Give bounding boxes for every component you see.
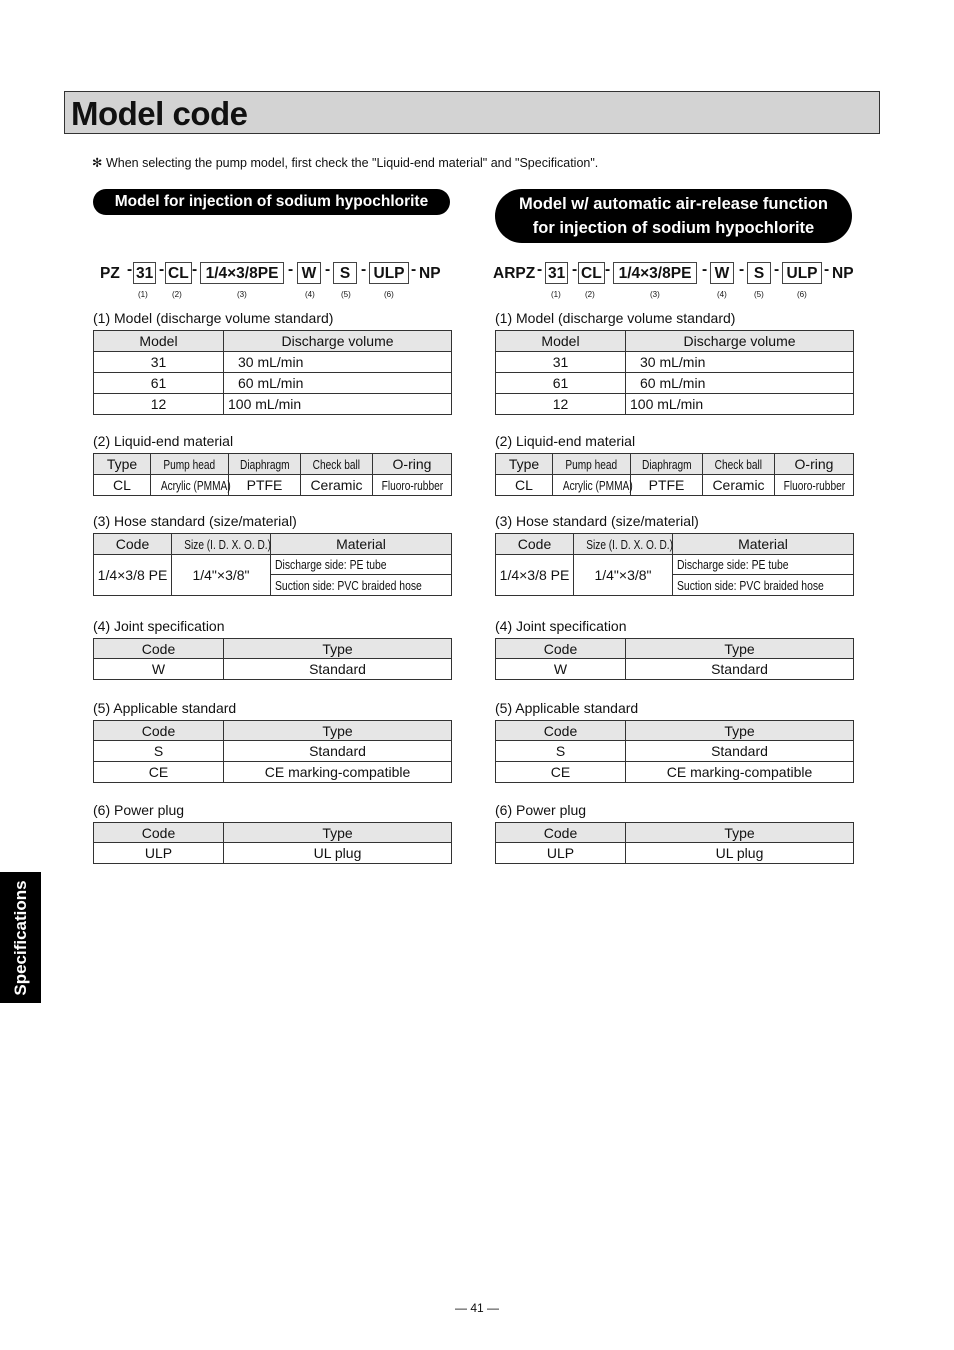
- table-header-text: Size (I. D. X. O. D.): [184, 536, 272, 552]
- table-cell: [775, 475, 854, 496]
- code-part-2: CL: [165, 262, 192, 284]
- table-header: Code: [94, 721, 224, 741]
- code-part-5: S: [747, 262, 771, 284]
- model-table: [495, 330, 854, 415]
- code-dash: -: [192, 261, 198, 278]
- code-number-4: (4): [717, 290, 727, 299]
- table-cell: 1/4"×3/8": [574, 555, 673, 596]
- table-cell: Standard: [224, 659, 452, 680]
- table-cell-text: Acrylic (PMMA): [160, 478, 231, 493]
- code-part-2: CL: [578, 262, 605, 284]
- table-row: [94, 394, 452, 415]
- code-number-6: (6): [797, 290, 807, 299]
- table-cell: [271, 555, 452, 575]
- table-header-row: [496, 639, 854, 659]
- table-cell-text: Suction side: PVC braided hose: [677, 577, 824, 593]
- table-cell: S: [496, 741, 626, 762]
- section-label-model: (1) Model (discharge volume standard): [495, 310, 736, 326]
- code-part-6: ULP: [782, 262, 822, 284]
- code-number-2: (2): [172, 290, 182, 299]
- table-cell: 31: [94, 352, 224, 373]
- table-cell: W: [94, 659, 224, 680]
- table-cell: [151, 475, 229, 496]
- hose-table: [495, 533, 854, 596]
- table-cell-text: Ceramic: [712, 477, 765, 493]
- table-cell: [373, 475, 452, 496]
- table-header: Code: [94, 534, 172, 555]
- table-header-row: [496, 331, 854, 352]
- table-header: [775, 454, 854, 475]
- code-part-6: ULP: [369, 262, 409, 284]
- code-part-4: W: [297, 262, 321, 284]
- liquid-end-table: [495, 453, 854, 496]
- table-header: Material: [271, 534, 452, 555]
- table-header-text: O-ring: [392, 456, 432, 472]
- table-row: [94, 475, 452, 496]
- table-header-row: [94, 639, 452, 659]
- table-cell-text: PTFE: [246, 477, 283, 493]
- table-cell: [673, 555, 854, 575]
- table-header-row: [496, 454, 854, 475]
- table-cell: CE marking-compatible: [224, 762, 452, 783]
- title-bar: [64, 91, 880, 134]
- code-dash: -: [774, 261, 780, 278]
- standard-table: [495, 720, 854, 783]
- code-dash: -: [325, 261, 331, 278]
- section-label-hose: (3) Hose standard (size/material): [93, 513, 297, 529]
- table-cell: [703, 475, 775, 496]
- table-header: [172, 534, 271, 555]
- table-header: Type: [626, 823, 854, 843]
- table-header-row: [496, 721, 854, 741]
- table-cell-text: Discharge side: PE tube: [677, 557, 789, 572]
- table-cell: UL plug: [626, 843, 854, 864]
- table-row: [94, 555, 452, 575]
- table-row: [496, 555, 854, 575]
- joint-table: [495, 638, 854, 680]
- code-part-3: 1/4×3/8PE: [613, 262, 697, 284]
- section-label-plug: (6) Power plug: [495, 802, 587, 818]
- table-cell-text: PTFE: [648, 477, 685, 493]
- code-suffix: NP: [832, 265, 854, 282]
- code-number-1: (1): [551, 290, 561, 299]
- table-header: [373, 454, 452, 475]
- table-header-text: Type: [508, 456, 540, 472]
- table-row: [94, 762, 452, 783]
- table-header: [703, 454, 775, 475]
- code-dash: -: [537, 261, 543, 278]
- table-header: [496, 454, 553, 475]
- table-header: [553, 454, 631, 475]
- table-cell: CE: [496, 762, 626, 783]
- code-part-1: 31: [133, 262, 156, 284]
- table-row: [496, 843, 854, 864]
- code-number-1: (1): [138, 290, 148, 299]
- table-cell: W: [496, 659, 626, 680]
- code-number-4: (4): [305, 290, 315, 299]
- table-cell-text: CL: [515, 477, 533, 493]
- table-header: Code: [94, 639, 224, 659]
- table-cell-text: Fluoro-rubber: [381, 478, 444, 493]
- table-header-text: Diaphragm: [239, 456, 290, 472]
- standard-table: [93, 720, 452, 783]
- side-tab-specifications: [0, 872, 41, 1003]
- table-cell: 61: [496, 373, 626, 394]
- liquid-end-table: [93, 453, 452, 496]
- table-header-row: [94, 454, 452, 475]
- table-row: [94, 373, 452, 394]
- table-row: [496, 352, 854, 373]
- table-cell: [94, 475, 151, 496]
- code-dash: -: [361, 261, 367, 278]
- hose-table: [93, 533, 452, 596]
- table-header: [229, 454, 301, 475]
- table-cell: [271, 575, 452, 596]
- code-prefix: ARPZ: [493, 265, 536, 282]
- table-cell: ULP: [94, 843, 224, 864]
- table-cell: 1/4×3/8 PE: [94, 555, 172, 596]
- table-header-row: [94, 534, 452, 555]
- section-label-plug: (6) Power plug: [93, 802, 185, 818]
- code-dash: -: [702, 261, 708, 278]
- table-header-text: Check ball: [714, 456, 763, 472]
- table-cell: [673, 575, 854, 596]
- table-cell: Standard: [224, 741, 452, 762]
- code-number-3: (3): [237, 290, 247, 299]
- table-cell-text: Acrylic (PMMA): [562, 478, 633, 493]
- code-prefix: PZ: [100, 265, 120, 282]
- table-cell: 60 mL/min: [626, 373, 854, 394]
- heading-line-1: Model w/ automatic air-release function: [519, 195, 828, 213]
- table-cell-text: CL: [113, 477, 131, 493]
- table-header-text: Size (I. D. X. O. D.): [586, 536, 674, 552]
- table-row: [496, 762, 854, 783]
- table-header-text: Pump head: [163, 456, 216, 472]
- code-number-5: (5): [341, 290, 351, 299]
- code-part-5: S: [333, 262, 357, 284]
- code-dash: -: [288, 261, 294, 278]
- code-part-4: W: [710, 262, 734, 284]
- table-header: Type: [224, 823, 452, 843]
- table-header-text: Check ball: [312, 456, 361, 472]
- table-header: [94, 454, 151, 475]
- section-label-liquid: (2) Liquid-end material: [495, 433, 636, 449]
- table-header: Model: [496, 331, 626, 352]
- table-header-text: Pump head: [565, 456, 618, 472]
- table-header: Type: [224, 639, 452, 659]
- code-dash: -: [572, 261, 578, 278]
- table-header: Model: [94, 331, 224, 352]
- table-header: [631, 454, 703, 475]
- code-part-3: 1/4×3/8PE: [200, 262, 284, 284]
- table-row: [496, 475, 854, 496]
- plug-table: [93, 822, 452, 864]
- section-label-standard: (5) Applicable standard: [495, 700, 639, 716]
- page-number: — 41 —: [454, 1301, 499, 1315]
- table-header-text: Diaphragm: [641, 456, 692, 472]
- section-label-standard: (5) Applicable standard: [93, 700, 237, 716]
- section-label-hose: (3) Hose standard (size/material): [495, 513, 699, 529]
- table-cell: 12: [496, 394, 626, 415]
- table-header: Code: [496, 823, 626, 843]
- table-header: Code: [496, 534, 574, 555]
- table-header: Code: [94, 823, 224, 843]
- table-header-text: O-ring: [794, 456, 834, 472]
- table-header: Code: [496, 721, 626, 741]
- table-cell: 1/4"×3/8": [172, 555, 271, 596]
- code-number-3: (3): [650, 290, 660, 299]
- table-row: [94, 352, 452, 373]
- code-dash: -: [127, 261, 133, 278]
- code-dash: -: [159, 261, 165, 278]
- table-row: [94, 741, 452, 762]
- table-cell: [631, 475, 703, 496]
- code-number-5: (5): [754, 290, 764, 299]
- table-header-row: [496, 534, 854, 555]
- page-title: Model code: [71, 95, 248, 132]
- table-cell: ULP: [496, 843, 626, 864]
- section-label-model: (1) Model (discharge volume standard): [93, 310, 334, 326]
- table-cell: Standard: [626, 741, 854, 762]
- code-dash: -: [411, 261, 417, 278]
- section-label-joint: (4) Joint specification: [93, 618, 225, 634]
- code-number-2: (2): [585, 290, 595, 299]
- table-header-row: [94, 721, 452, 741]
- selection-note: ✻ When selecting the pump model, first check the "Liquid-end material" and "Specification".: [92, 156, 599, 170]
- table-cell: [229, 475, 301, 496]
- section-label-liquid: (2) Liquid-end material: [93, 433, 234, 449]
- code-part-1: 31: [545, 262, 568, 284]
- table-cell: S: [94, 741, 224, 762]
- table-cell-text: Fluoro-rubber: [783, 478, 846, 493]
- table-cell: 30 mL/min: [626, 352, 854, 373]
- table-cell: CE: [94, 762, 224, 783]
- table-cell: 1/4×3/8 PE: [496, 555, 574, 596]
- table-header: [301, 454, 373, 475]
- table-header: Type: [626, 721, 854, 741]
- table-header: [151, 454, 229, 475]
- joint-table: [93, 638, 452, 680]
- table-row: [496, 659, 854, 680]
- code-dash: -: [824, 261, 830, 278]
- table-row: [496, 373, 854, 394]
- code-number-6: (6): [384, 290, 394, 299]
- table-row: [496, 741, 854, 762]
- model-table: [93, 330, 452, 415]
- table-cell: 61: [94, 373, 224, 394]
- table-header-text: Type: [106, 456, 138, 472]
- table-cell: 100 mL/min: [626, 394, 854, 415]
- table-cell: CE marking-compatible: [626, 762, 854, 783]
- table-cell: [496, 475, 553, 496]
- table-cell: [553, 475, 631, 496]
- code-suffix: NP: [419, 265, 441, 282]
- table-header: Type: [626, 639, 854, 659]
- plug-table: [495, 822, 854, 864]
- code-dash: -: [739, 261, 745, 278]
- table-cell-text: Suction side: PVC braided hose: [275, 577, 422, 593]
- table-cell: [301, 475, 373, 496]
- table-cell: 31: [496, 352, 626, 373]
- table-header: Code: [496, 639, 626, 659]
- table-header: Discharge volume: [626, 331, 854, 352]
- table-row: [94, 843, 452, 864]
- table-cell-text: Discharge side: PE tube: [275, 557, 387, 572]
- section-label-joint: (4) Joint specification: [495, 618, 627, 634]
- table-cell: 12: [94, 394, 224, 415]
- table-cell: 60 mL/min: [224, 373, 452, 394]
- heading-line-2: for injection of sodium hypochlorite: [532, 219, 815, 237]
- table-cell-text: Ceramic: [310, 477, 363, 493]
- table-cell: 30 mL/min: [224, 352, 452, 373]
- table-row: [496, 394, 854, 415]
- table-cell: Standard: [626, 659, 854, 680]
- heading-pill: [495, 189, 852, 243]
- table-header-row: [94, 823, 452, 843]
- code-dash: -: [605, 261, 611, 278]
- side-tab-label: Specifications: [10, 879, 30, 996]
- table-header: Type: [224, 721, 452, 741]
- table-header-row: [496, 823, 854, 843]
- table-header: Discharge volume: [224, 331, 452, 352]
- table-header: [574, 534, 673, 555]
- table-row: [94, 659, 452, 680]
- table-cell: 100 mL/min: [224, 394, 452, 415]
- table-header-row: [94, 331, 452, 352]
- table-cell: UL plug: [224, 843, 452, 864]
- table-header: Material: [673, 534, 854, 555]
- heading-pill: Model for injection of sodium hypochlorite: [93, 189, 450, 215]
